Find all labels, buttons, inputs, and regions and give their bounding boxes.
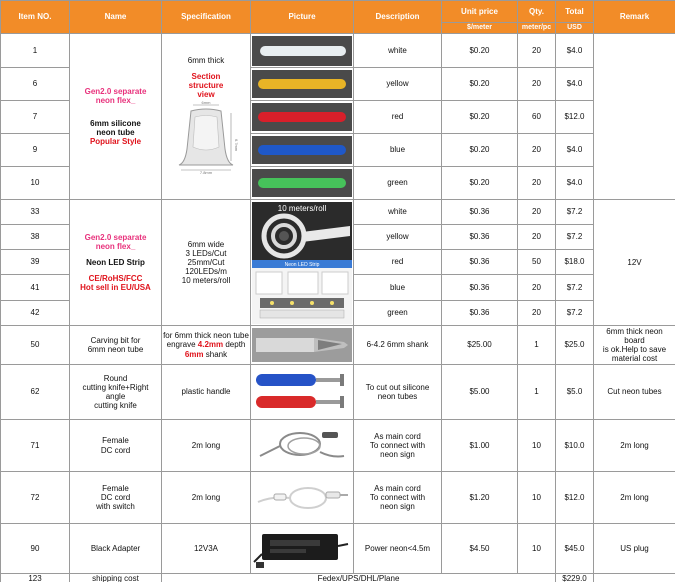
table-row bbox=[1, 420, 675, 472]
table-row bbox=[1, 200, 675, 225]
description: green bbox=[354, 301, 442, 326]
header-item-no: Item NO. bbox=[1, 1, 70, 34]
description: As main cord To connect with neon sign bbox=[354, 472, 442, 524]
unit-price: $0.20 bbox=[442, 101, 518, 134]
led-strip-roll-image bbox=[252, 202, 352, 324]
description: yellow bbox=[354, 225, 442, 250]
header-description: Description bbox=[354, 1, 442, 34]
dc-cord-switch-image bbox=[252, 474, 352, 522]
quantity: 20 bbox=[518, 225, 556, 250]
picture-dc-cord bbox=[251, 420, 354, 472]
name-gen2: Gen2.0 separate bbox=[84, 86, 147, 96]
quantity: 20 bbox=[518, 134, 556, 167]
description: red bbox=[354, 101, 442, 134]
remark-empty bbox=[594, 34, 675, 200]
quantity: 10 bbox=[518, 420, 556, 472]
description: To cut out silicone neon tubes bbox=[354, 365, 442, 420]
item-no: 9 bbox=[1, 134, 70, 167]
product-name: Female DC cord bbox=[70, 420, 162, 472]
specification: 12V3A bbox=[162, 524, 251, 574]
description: green bbox=[354, 167, 442, 200]
dim-side: 6.7mm bbox=[234, 139, 239, 152]
description: white bbox=[354, 34, 442, 68]
quantity: 20 bbox=[518, 68, 556, 101]
total: $7.2 bbox=[556, 275, 594, 301]
spec-leds-per-cut: 3 LEDs/Cut bbox=[185, 248, 227, 258]
description: blue bbox=[354, 275, 442, 301]
black-adapter-image bbox=[252, 526, 352, 572]
description: red bbox=[354, 250, 442, 275]
unit-price: $1.20 bbox=[442, 472, 518, 524]
specification: for 6mm thick neon tube engrave 4.2mm depth 6mm shank bbox=[162, 326, 251, 365]
name-certifications: CE/RoHS/FCC bbox=[88, 274, 143, 284]
spec-cut-length: 25mm/Cut bbox=[187, 257, 225, 267]
unit-price: $1.00 bbox=[442, 420, 518, 472]
product-name: Black Adapter bbox=[70, 524, 162, 574]
remark: 2m long bbox=[594, 472, 675, 524]
quantity: 20 bbox=[518, 200, 556, 225]
table-row bbox=[1, 524, 675, 574]
picture-cutting-knives bbox=[251, 365, 354, 420]
product-name: Round cutting knife+Right angle cutting knife bbox=[70, 365, 162, 420]
neon-tube-yellow-image bbox=[252, 70, 352, 98]
header-total: Total bbox=[556, 1, 594, 23]
quantity: 1 bbox=[518, 365, 556, 420]
total: $7.2 bbox=[556, 301, 594, 326]
description: Power neon<4.5m bbox=[354, 524, 442, 574]
roll-banner-text: 10 meters/roll bbox=[277, 203, 327, 213]
name-gen2: Gen2.0 separate bbox=[84, 232, 147, 242]
unit-price: $25.00 bbox=[442, 326, 518, 365]
item-no: 62 bbox=[1, 365, 70, 420]
item-no: 33 bbox=[1, 200, 70, 225]
product-name-neon-tube bbox=[70, 34, 162, 200]
header-picture: Picture bbox=[251, 1, 354, 34]
item-no: 6 bbox=[1, 68, 70, 101]
product-name: Female DC cord with switch bbox=[70, 472, 162, 524]
quantity: 20 bbox=[518, 167, 556, 200]
total: $18.0 bbox=[556, 250, 594, 275]
item-no: 7 bbox=[1, 101, 70, 134]
picture-green-tube bbox=[251, 167, 354, 200]
picture-blue-tube bbox=[251, 134, 354, 167]
specification: plastic handle bbox=[162, 365, 251, 420]
unit-price: $0.36 bbox=[442, 275, 518, 301]
table-row bbox=[1, 365, 675, 420]
header-qty-unit: meter/pc bbox=[518, 23, 556, 34]
product-name-led-strip bbox=[70, 200, 162, 326]
quantity: 50 bbox=[518, 250, 556, 275]
total: $12.0 bbox=[556, 472, 594, 524]
description: As main cord To connect with neon sign bbox=[354, 420, 442, 472]
carving-bit-image bbox=[252, 328, 352, 362]
dc-cord-image bbox=[252, 422, 352, 470]
neon-tube-red-image bbox=[252, 103, 352, 131]
unit-price: $0.20 bbox=[442, 167, 518, 200]
name-popular-style: Popular Style bbox=[89, 137, 142, 147]
total: $4.0 bbox=[556, 134, 594, 167]
total: $12.0 bbox=[556, 101, 594, 134]
unit-price: $0.36 bbox=[442, 301, 518, 326]
header-total-unit: USD bbox=[556, 23, 594, 34]
spec-roll-length: 10 meters/roll bbox=[181, 276, 231, 286]
total: $7.2 bbox=[556, 225, 594, 250]
name-neon-flex: neon flex_ bbox=[95, 95, 136, 105]
description: 6-4.2 6mm shank bbox=[354, 326, 442, 365]
dim-top: 6mm bbox=[201, 100, 211, 106]
item-no: 10 bbox=[1, 167, 70, 200]
table-row bbox=[1, 34, 675, 68]
section-structure-diagram bbox=[171, 99, 241, 175]
spec-width: 6mm wide bbox=[187, 239, 225, 249]
unit-price: $4.50 bbox=[442, 524, 518, 574]
neon-tube-green-image bbox=[252, 169, 352, 197]
header-remark: Remark bbox=[594, 1, 675, 34]
item-no: 90 bbox=[1, 524, 70, 574]
quantity: 20 bbox=[518, 301, 556, 326]
shipping-method: Fedex/UPS/DHL/Plane bbox=[162, 574, 556, 582]
product-name: shipping cost bbox=[70, 574, 162, 582]
picture-carving-bit bbox=[251, 326, 354, 365]
total: $5.0 bbox=[556, 365, 594, 420]
table-row bbox=[1, 472, 675, 524]
spec-leds-per-meter: 120LEDs/m bbox=[185, 267, 227, 277]
header-specification: Specification bbox=[162, 1, 251, 34]
name-hot-sell: Hot sell in EU/USA bbox=[80, 283, 151, 293]
unit-price: $0.36 bbox=[442, 250, 518, 275]
remark-empty bbox=[594, 574, 675, 582]
description: blue bbox=[354, 134, 442, 167]
name-neon-tube: neon tube bbox=[96, 128, 135, 138]
remark: 6mm thick neon board is ok.Help to save material cost bbox=[594, 326, 675, 365]
quantity: 20 bbox=[518, 34, 556, 68]
picture-yellow-tube bbox=[251, 68, 354, 101]
header-unit-price: Unit price bbox=[442, 1, 518, 23]
total: $4.0 bbox=[556, 68, 594, 101]
cutting-knives-image bbox=[252, 366, 352, 418]
remark: US plug bbox=[594, 524, 675, 574]
spec-thickness: 6mm thick bbox=[187, 55, 225, 65]
quantity: 10 bbox=[518, 472, 556, 524]
picture-adapter bbox=[251, 524, 354, 574]
specification: 2m long bbox=[162, 472, 251, 524]
item-no: 1 bbox=[1, 34, 70, 68]
item-no: 71 bbox=[1, 420, 70, 472]
specification: 2m long bbox=[162, 420, 251, 472]
name-neon-flex: neon flex_ bbox=[95, 241, 136, 251]
total: $7.2 bbox=[556, 200, 594, 225]
table-row bbox=[1, 326, 675, 365]
unit-price: $5.00 bbox=[442, 365, 518, 420]
total: $25.0 bbox=[556, 326, 594, 365]
total: $4.0 bbox=[556, 34, 594, 68]
remark: Cut neon tubes bbox=[594, 365, 675, 420]
unit-price: $0.20 bbox=[442, 34, 518, 68]
spec-led-strip bbox=[162, 200, 251, 326]
unit-price: $0.20 bbox=[442, 134, 518, 167]
spec-section-view: Section structure view bbox=[188, 71, 224, 100]
header-name: Name bbox=[70, 1, 162, 34]
quantity: 1 bbox=[518, 326, 556, 365]
table-row bbox=[1, 574, 675, 582]
description: yellow bbox=[354, 68, 442, 101]
dim-bottom: 7.8mm bbox=[199, 170, 213, 176]
name-silicone: 6mm silicone bbox=[90, 118, 141, 128]
header-unit-price-unit: $/meter bbox=[442, 23, 518, 34]
picture-red-tube bbox=[251, 101, 354, 134]
item-no: 42 bbox=[1, 301, 70, 326]
unit-price: $0.36 bbox=[442, 225, 518, 250]
name-led-strip: Neon LED Strip bbox=[86, 257, 145, 267]
item-no: 72 bbox=[1, 472, 70, 524]
header-qty: Qty. bbox=[518, 1, 556, 23]
spec-neon-tube bbox=[162, 34, 251, 200]
total: $10.0 bbox=[556, 420, 594, 472]
item-no: 38 bbox=[1, 225, 70, 250]
unit-price: $0.36 bbox=[442, 200, 518, 225]
unit-price: $0.20 bbox=[442, 68, 518, 101]
total: $229.0 bbox=[556, 574, 594, 582]
product-name: Carving bit for 6mm neon tube bbox=[70, 326, 162, 365]
picture-led-strip bbox=[251, 200, 354, 326]
quantity: 60 bbox=[518, 101, 556, 134]
picture-white-tube bbox=[251, 34, 354, 68]
neon-tube-white-image bbox=[252, 36, 352, 66]
neon-tube-blue-image bbox=[252, 136, 352, 164]
picture-dc-cord-switch bbox=[251, 472, 354, 524]
item-no: 39 bbox=[1, 250, 70, 275]
quantity: 10 bbox=[518, 524, 556, 574]
total: $45.0 bbox=[556, 524, 594, 574]
remark: 2m long bbox=[594, 420, 675, 472]
total: $4.0 bbox=[556, 167, 594, 200]
strip-caption: Neon LED Strip bbox=[284, 261, 320, 268]
quantity: 20 bbox=[518, 275, 556, 301]
description: white bbox=[354, 200, 442, 225]
item-no: 123 bbox=[1, 574, 70, 582]
item-no: 50 bbox=[1, 326, 70, 365]
item-no: 41 bbox=[1, 275, 70, 301]
remark-voltage: 12V bbox=[594, 200, 675, 326]
